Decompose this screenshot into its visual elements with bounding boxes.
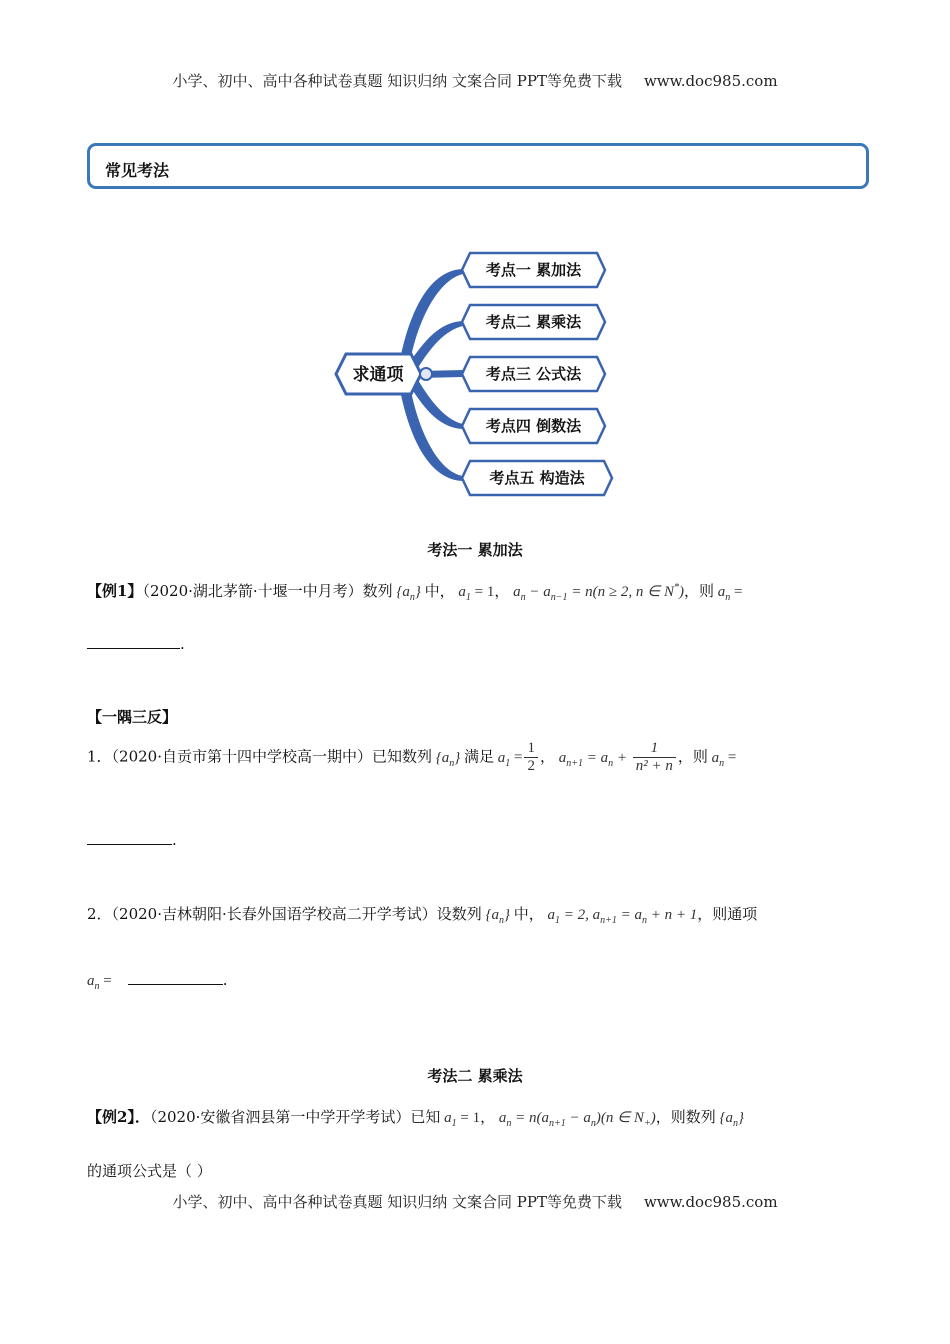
q1-answer-line xyxy=(87,830,177,849)
footer-text: 小学、初中、高中各种试卷真题 知识归纳 文案合同 PPT等免费下载 xyxy=(172,1193,622,1211)
example1-an: $a_n$ xyxy=(713,584,731,603)
branch-label: 考点五 构造法 xyxy=(489,469,585,487)
seq-an-1: $\{a_n\}$ xyxy=(392,584,425,603)
q1-a1-eq: = xyxy=(514,749,523,766)
method2-title: 考法二 累乘法 xyxy=(427,1067,523,1085)
q2-eq: = xyxy=(103,973,112,989)
example1-tag: 【例1】 xyxy=(87,582,143,600)
q1-frac-rec xyxy=(633,740,676,775)
example1-recurrence: $a_n - a_{n-1} = n(n \ge 2$, n ∈ N*) xyxy=(509,582,684,603)
example2-line xyxy=(87,1106,744,1129)
q1-eq: = xyxy=(727,749,737,766)
example2-a1-val: = 1 xyxy=(460,1110,481,1126)
q1-frac-num: 1 xyxy=(524,740,538,758)
q2-answer-line xyxy=(87,970,228,992)
example1-eq: = xyxy=(733,584,743,600)
q1-tail: ，则 xyxy=(677,747,708,766)
q2-source: （2020·吉林朝阳·长春外国语学校高二开学考试）设数列 xyxy=(111,905,482,923)
mindmap-branch-5 xyxy=(462,461,612,495)
seq-an-4: $\{a_n\}$ xyxy=(715,1110,744,1129)
page-footer xyxy=(0,1191,950,1212)
q2-recurrence: $a_1 = 2$, $a_{n+1} = a_n + n + 1$ xyxy=(543,907,698,926)
q1-rec-den: n² + n xyxy=(635,758,673,774)
example1-comma: ， xyxy=(494,582,510,600)
answer-blank xyxy=(87,634,180,649)
mindmap-branch-4 xyxy=(462,409,605,443)
example2-source: （2020·安徽省泗县第一中学开学考试）已知 xyxy=(149,1108,441,1126)
example2-tag: 【例2】． xyxy=(87,1108,150,1126)
example2-tail: ，则数列 xyxy=(655,1108,716,1126)
example1-line xyxy=(87,580,742,603)
mindmap-branches xyxy=(462,253,612,495)
section-title: 常见考法 xyxy=(105,161,170,180)
branch-label: 考点四 倒数法 xyxy=(485,417,582,435)
example1-cond: ，则 xyxy=(683,582,714,600)
q1-an: $a_n$ xyxy=(707,749,725,769)
q1-num: 1． xyxy=(87,747,112,766)
blank-end: . xyxy=(180,635,185,653)
q1-mid: 满足 xyxy=(464,747,495,766)
branch-label: 考点三 公式法 xyxy=(485,365,582,383)
q1-end: . xyxy=(172,831,177,849)
mindmap-center-label: 求通项 xyxy=(352,365,404,385)
example2-recurrence: $a_n = n(a_{n+1} - a_n)(n$ ∈ $N_+$) xyxy=(495,1110,656,1129)
q1-rec-num: 1 xyxy=(633,740,676,758)
q1-answer-blank xyxy=(87,830,172,845)
mindmap-branch-3 xyxy=(462,357,605,391)
q2-num: 2． xyxy=(87,905,112,923)
practice-tag: 【一隅三反】 xyxy=(87,708,178,726)
q1-source: （2020·自贡市第十四中学校高一期中）已知数列 xyxy=(111,747,432,766)
example2-a1: $a_1$ xyxy=(440,1110,457,1129)
header-text: 小学、初中、高中各种试卷真题 知识归纳 文案合同 PPT等免费下载 xyxy=(172,72,622,90)
branch-label: 考点一 累加法 xyxy=(485,261,582,279)
example1-source: （2020·湖北茅箭·十堰一中月考）数列 xyxy=(142,582,393,600)
a1-var: $a_1$ xyxy=(454,584,471,603)
mindmap xyxy=(0,0,950,520)
seq-an-3: $\{a_n\}$ xyxy=(481,907,514,926)
footer-site: www.doc985.com xyxy=(643,1193,778,1211)
header-site: www.doc985.com xyxy=(643,72,778,90)
example1-answer-line xyxy=(87,634,185,653)
example2-line2: 的通项公式是（ ） xyxy=(87,1162,212,1180)
q2-line xyxy=(87,903,757,926)
q2-mid: 中， xyxy=(513,905,544,923)
q2-tail: ，则通项 xyxy=(697,905,758,923)
q1-frac-half xyxy=(524,740,538,775)
method1-title: 考法一 累加法 xyxy=(427,541,523,559)
q2-end: . xyxy=(222,971,228,989)
example1-a1: = 1 xyxy=(474,584,495,600)
branch-label: 考点二 累乘法 xyxy=(485,313,582,331)
q2-answer-blank xyxy=(128,970,223,985)
q1-line xyxy=(87,740,736,775)
q1-a1: $a_1$ xyxy=(494,749,511,769)
example2-comma: ， xyxy=(480,1108,496,1126)
q1-comma: ， xyxy=(539,747,555,766)
mindmap-branch-1 xyxy=(462,253,605,287)
example1-mid: 中， xyxy=(424,582,455,600)
q2-an: $a_n$ xyxy=(87,973,100,992)
q1-frac-den: 2 xyxy=(527,758,535,774)
q1-recurrence: $a_{n+1} = a_n$ + xyxy=(555,749,631,769)
seq-an-2: $\{a_n\}$ xyxy=(432,749,464,769)
mindmap-branch-2 xyxy=(462,305,605,339)
